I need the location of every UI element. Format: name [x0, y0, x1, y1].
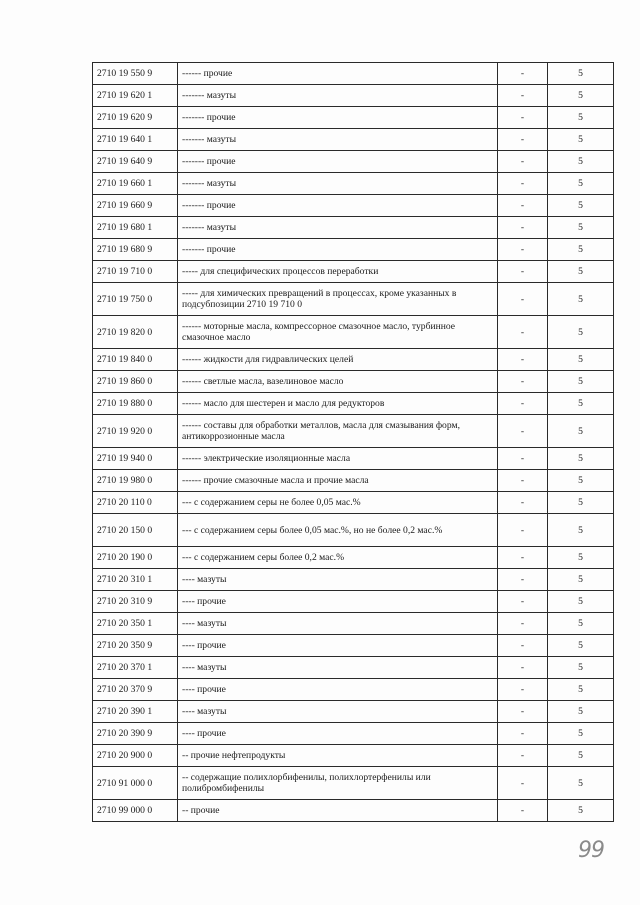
table-row — [93, 217, 614, 239]
description-cell: ------- мазуты — [178, 217, 498, 239]
table-row — [93, 470, 614, 492]
unit-cell: - — [498, 657, 548, 679]
duty-rate-cell: 5 — [548, 492, 614, 514]
table-row — [93, 448, 614, 470]
commodity-code-cell: 2710 20 350 9 — [93, 635, 178, 657]
commodity-code-cell: 2710 20 370 1 — [93, 657, 178, 679]
unit-cell: - — [498, 448, 548, 470]
commodity-code-cell: 2710 19 680 1 — [93, 217, 178, 239]
duty-rate-cell: 5 — [548, 261, 614, 283]
description-cell: ---- прочие — [178, 723, 498, 745]
tariff-table-body — [93, 63, 614, 822]
unit-cell: - — [498, 492, 548, 514]
unit-cell: - — [498, 635, 548, 657]
description-cell: ---- прочие — [178, 635, 498, 657]
table-row — [93, 767, 614, 800]
duty-rate-cell: 5 — [548, 679, 614, 701]
table-row — [93, 657, 614, 679]
unit-cell: - — [498, 679, 548, 701]
duty-rate-cell: 5 — [548, 85, 614, 107]
unit-cell: - — [498, 349, 548, 371]
table-row — [93, 800, 614, 822]
duty-rate-cell: 5 — [548, 283, 614, 316]
commodity-code-cell: 2710 19 550 9 — [93, 63, 178, 85]
duty-rate-cell: 5 — [548, 393, 614, 415]
description-cell: ---- мазуты — [178, 613, 498, 635]
duty-rate-cell: 5 — [548, 657, 614, 679]
unit-cell: - — [498, 569, 548, 591]
table-row — [93, 393, 614, 415]
unit-cell: - — [498, 800, 548, 822]
table-row — [93, 195, 614, 217]
duty-rate-cell: 5 — [548, 415, 614, 448]
commodity-code-cell: 2710 19 940 0 — [93, 448, 178, 470]
description-cell: ---- мазуты — [178, 657, 498, 679]
commodity-code-cell: 2710 20 390 9 — [93, 723, 178, 745]
duty-rate-cell: 5 — [548, 514, 614, 547]
unit-cell: - — [498, 217, 548, 239]
commodity-code-cell: 2710 19 860 0 — [93, 371, 178, 393]
unit-cell: - — [498, 591, 548, 613]
description-cell: ------ прочие — [178, 63, 498, 85]
table-row — [93, 635, 614, 657]
commodity-code-cell: 2710 19 840 0 — [93, 349, 178, 371]
table-row — [93, 349, 614, 371]
table-row — [93, 261, 614, 283]
unit-cell: - — [498, 701, 548, 723]
commodity-code-cell: 2710 19 640 9 — [93, 151, 178, 173]
table-row — [93, 613, 614, 635]
table-row — [93, 723, 614, 745]
unit-cell: - — [498, 316, 548, 349]
unit-cell: - — [498, 767, 548, 800]
description-cell: ---- прочие — [178, 591, 498, 613]
table-row — [93, 514, 614, 547]
commodity-code-cell: 2710 20 190 0 — [93, 547, 178, 569]
duty-rate-cell: 5 — [548, 371, 614, 393]
commodity-code-cell: 2710 19 920 0 — [93, 415, 178, 448]
unit-cell: - — [498, 107, 548, 129]
duty-rate-cell: 5 — [548, 767, 614, 800]
duty-rate-cell: 5 — [548, 151, 614, 173]
description-cell: ------- мазуты — [178, 173, 498, 195]
unit-cell: - — [498, 547, 548, 569]
description-cell: -- прочие — [178, 800, 498, 822]
unit-cell: - — [498, 173, 548, 195]
commodity-code-cell: 2710 91 000 0 — [93, 767, 178, 800]
unit-cell: - — [498, 745, 548, 767]
unit-cell: - — [498, 393, 548, 415]
duty-rate-cell: 5 — [548, 470, 614, 492]
commodity-code-cell: 2710 19 750 0 — [93, 283, 178, 316]
table-row — [93, 371, 614, 393]
description-cell: ------ прочие смазочные масла и прочие масла — [178, 470, 498, 492]
commodity-code-cell: 2710 20 390 1 — [93, 701, 178, 723]
description-cell: ------ составы для обработки металлов, масла для смазывания форм, антикоррозионные масла — [178, 415, 498, 448]
unit-cell: - — [498, 63, 548, 85]
unit-cell: - — [498, 371, 548, 393]
page-number: 99 — [578, 838, 604, 863]
duty-rate-cell: 5 — [548, 613, 614, 635]
duty-rate-cell: 5 — [548, 591, 614, 613]
description-cell: ------ светлые масла, вазелиновое масло — [178, 371, 498, 393]
unit-cell: - — [498, 195, 548, 217]
table-row — [93, 85, 614, 107]
description-cell: ---- прочие — [178, 679, 498, 701]
description-cell: ------- прочие — [178, 239, 498, 261]
duty-rate-cell: 5 — [548, 800, 614, 822]
unit-cell: - — [498, 261, 548, 283]
duty-rate-cell: 5 — [548, 701, 614, 723]
unit-cell: - — [498, 514, 548, 547]
description-cell: ------- прочие — [178, 195, 498, 217]
table-row — [93, 239, 614, 261]
commodity-code-cell: 2710 20 370 9 — [93, 679, 178, 701]
table-row — [93, 492, 614, 514]
table-row — [93, 63, 614, 85]
description-cell: -- прочие нефтепродукты — [178, 745, 498, 767]
tariff-table — [92, 62, 614, 822]
duty-rate-cell: 5 — [548, 63, 614, 85]
table-row — [93, 679, 614, 701]
table-row — [93, 547, 614, 569]
unit-cell: - — [498, 151, 548, 173]
commodity-code-cell: 2710 20 150 0 — [93, 514, 178, 547]
description-cell: --- с содержанием серы более 0,05 мас.%, но не более 0,2 мас.% — [178, 514, 498, 547]
commodity-code-cell: 2710 20 310 9 — [93, 591, 178, 613]
duty-rate-cell: 5 — [548, 316, 614, 349]
duty-rate-cell: 5 — [548, 569, 614, 591]
commodity-code-cell: 2710 19 880 0 — [93, 393, 178, 415]
description-cell: ---- мазуты — [178, 701, 498, 723]
unit-cell: - — [498, 129, 548, 151]
description-cell: ----- для специфических процессов переработки — [178, 261, 498, 283]
commodity-code-cell: 2710 20 350 1 — [93, 613, 178, 635]
commodity-code-cell: 2710 19 820 0 — [93, 316, 178, 349]
commodity-code-cell: 2710 20 310 1 — [93, 569, 178, 591]
description-cell: ------ моторные масла, компрессорное смазочное масло, турбинное смазочное масло — [178, 316, 498, 349]
unit-cell: - — [498, 415, 548, 448]
unit-cell: - — [498, 239, 548, 261]
duty-rate-cell: 5 — [548, 547, 614, 569]
commodity-code-cell: 2710 19 660 9 — [93, 195, 178, 217]
unit-cell: - — [498, 283, 548, 316]
unit-cell: - — [498, 85, 548, 107]
description-cell: ----- для химических превращений в процессах, кроме указанных в подсубпозиции 2710 19 710 0 — [178, 283, 498, 316]
unit-cell: - — [498, 613, 548, 635]
table-row — [93, 591, 614, 613]
commodity-code-cell: 2710 19 980 0 — [93, 470, 178, 492]
duty-rate-cell: 5 — [548, 723, 614, 745]
table-row — [93, 107, 614, 129]
description-cell: ---- мазуты — [178, 569, 498, 591]
duty-rate-cell: 5 — [548, 173, 614, 195]
description-cell: ------ масло для шестерен и масло для редукторов — [178, 393, 498, 415]
commodity-code-cell: 2710 99 000 0 — [93, 800, 178, 822]
table-row — [93, 283, 614, 316]
table-row — [93, 173, 614, 195]
description-cell: ------ электрические изоляционные масла — [178, 448, 498, 470]
duty-rate-cell: 5 — [548, 129, 614, 151]
commodity-code-cell: 2710 19 660 1 — [93, 173, 178, 195]
commodity-code-cell: 2710 19 620 9 — [93, 107, 178, 129]
commodity-code-cell: 2710 20 110 0 — [93, 492, 178, 514]
unit-cell: - — [498, 470, 548, 492]
description-cell: --- с содержанием серы не более 0,05 мас.% — [178, 492, 498, 514]
duty-rate-cell: 5 — [548, 107, 614, 129]
duty-rate-cell: 5 — [548, 239, 614, 261]
table-row — [93, 701, 614, 723]
table-row — [93, 569, 614, 591]
description-cell: ------- прочие — [178, 151, 498, 173]
table-row — [93, 745, 614, 767]
description-cell: -- содержащие полихлорбифенилы, полихлортерфенилы или полибромбифенилы — [178, 767, 498, 800]
description-cell: ------ жидкости для гидравлических целей — [178, 349, 498, 371]
duty-rate-cell: 5 — [548, 448, 614, 470]
description-cell: ------- мазуты — [178, 129, 498, 151]
commodity-code-cell: 2710 19 710 0 — [93, 261, 178, 283]
table-row — [93, 415, 614, 448]
table-row — [93, 151, 614, 173]
duty-rate-cell: 5 — [548, 349, 614, 371]
description-cell: --- с содержанием серы более 0,2 мас.% — [178, 547, 498, 569]
description-cell: ------- прочие — [178, 107, 498, 129]
duty-rate-cell: 5 — [548, 217, 614, 239]
commodity-code-cell: 2710 19 680 9 — [93, 239, 178, 261]
unit-cell: - — [498, 723, 548, 745]
duty-rate-cell: 5 — [548, 745, 614, 767]
duty-rate-cell: 5 — [548, 635, 614, 657]
commodity-code-cell: 2710 19 620 1 — [93, 85, 178, 107]
commodity-code-cell: 2710 19 640 1 — [93, 129, 178, 151]
description-cell: ------- мазуты — [178, 85, 498, 107]
table-row — [93, 316, 614, 349]
commodity-code-cell: 2710 20 900 0 — [93, 745, 178, 767]
duty-rate-cell: 5 — [548, 195, 614, 217]
table-row — [93, 129, 614, 151]
